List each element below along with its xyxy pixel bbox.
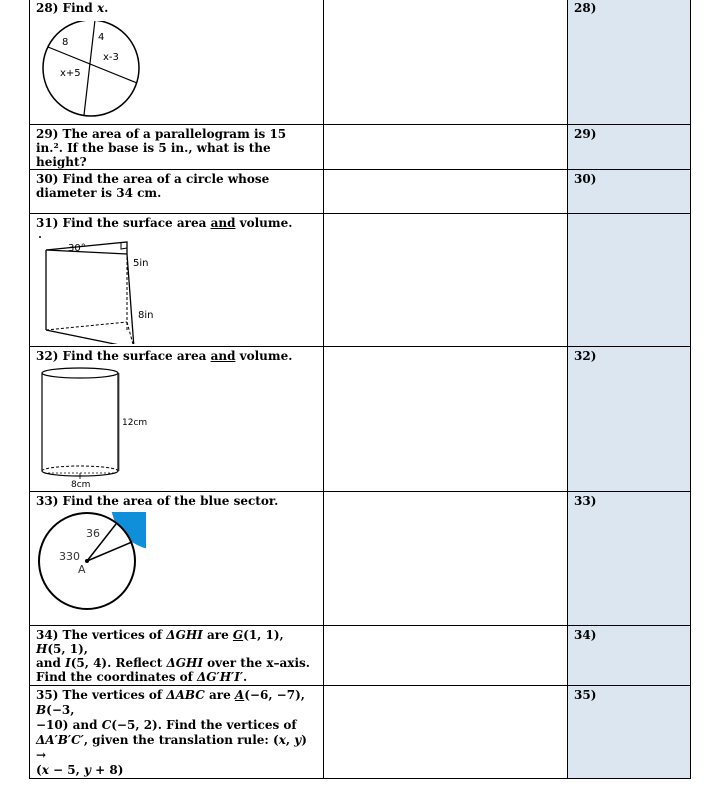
question-row-30 — [30, 170, 691, 214]
work-cell-29[interactable] — [324, 125, 568, 170]
answer-label-29: 29) — [574, 127, 597, 141]
question-text-33: 33) Find the area of the blue sector. — [36, 494, 279, 508]
answer-cell-30[interactable] — [568, 170, 691, 214]
work-cell-34[interactable] — [324, 626, 568, 686]
question-text-35: 35) The vertices of ΔABC are A(−6, −7), B(−3, −10) and C(−5, 2). Find the vertices of ΔA′B′C′, given the translation rule: (x, y) → (x − 5, y + 8) — [36, 688, 307, 777]
answer-cell-28[interactable] — [568, 0, 691, 125]
question-cell-34 — [30, 626, 324, 686]
work-cell-30[interactable] — [324, 170, 568, 214]
triangular-prism-figure — [37, 234, 167, 344]
work-cell-31[interactable] — [324, 214, 568, 347]
answer-label-31 — [568, 214, 690, 218]
prism-length-label: 8in — [138, 310, 154, 321]
prism-angle-label: 30° — [68, 243, 86, 254]
chord-label-x+5: x+5 — [60, 68, 81, 79]
prism-leg-label: 5in — [133, 258, 149, 269]
cylinder-figure — [38, 365, 158, 493]
work-cell-28[interactable] — [324, 0, 568, 125]
answer-cell-31[interactable] — [568, 214, 691, 347]
answer-label-34: 34) — [574, 628, 597, 642]
work-cell-35[interactable] — [324, 686, 568, 779]
question-text-31: 31) Find the surface area and volume. — [36, 216, 293, 230]
circle-sector-figure — [36, 512, 146, 612]
question-row-31 — [30, 214, 691, 347]
question-text-32: 32) Find the surface area and volume. — [36, 349, 293, 363]
question-cell-28 — [30, 0, 324, 125]
answer-label-32: 32) — [574, 349, 597, 363]
work-cell-32[interactable] — [324, 347, 568, 492]
worksheet — [29, 0, 689, 777]
question-cell-30 — [30, 170, 324, 214]
circle-chords-figure — [41, 21, 151, 119]
question-text-34: 34) The vertices of ΔGHI are G(1, 1), H(5, 1), and I(5, 4). Reflect ΔGHI over the x–axis. Find the coordinates of ΔG′H′I′. — [36, 628, 310, 684]
question-row-34 — [30, 626, 691, 686]
question-row-28 — [30, 0, 691, 125]
question-cell-32 — [30, 347, 324, 492]
cylinder-diameter-label: 8cm — [71, 480, 91, 490]
sector-angle-label: 36 — [86, 527, 100, 540]
answer-label-28: 28) — [574, 1, 597, 15]
answer-cell-29[interactable] — [568, 125, 691, 170]
answer-label-33: 33) — [574, 494, 597, 508]
question-cell-29 — [30, 125, 324, 170]
chord-label-4: 4 — [98, 32, 105, 43]
question-cell-31 — [30, 214, 324, 347]
question-text-29: 29) The area of a parallelogram is 15 in.². If the base is 5 in., what is the height? — [36, 127, 287, 169]
answer-cell-32[interactable] — [568, 347, 691, 492]
answer-cell-34[interactable] — [568, 626, 691, 686]
worksheet-table — [29, 0, 691, 779]
answer-label-35: 35) — [574, 688, 597, 702]
cylinder-height-label: 12cm — [122, 418, 148, 428]
sector-major-angle-label: 330 — [59, 550, 80, 563]
question-row-33 — [30, 492, 691, 626]
answer-cell-33[interactable] — [568, 492, 691, 626]
answer-cell-35[interactable] — [568, 686, 691, 779]
question-row-35 — [30, 686, 691, 779]
chord-label-8: 8 — [62, 37, 69, 48]
answer-label-30: 30) — [574, 172, 597, 186]
question-cell-35 — [30, 686, 324, 779]
question-text-30: 30) Find the area of a circle whose diameter is 34 cm. — [36, 172, 270, 200]
sector-center-label: A — [78, 563, 86, 576]
question-row-32 — [30, 347, 691, 492]
work-cell-33[interactable] — [324, 492, 568, 626]
chord-label-x-3: x-3 — [103, 52, 119, 63]
question-cell-33 — [30, 492, 324, 626]
question-text-28: 28) Find x. — [36, 1, 109, 15]
question-row-29 — [30, 125, 691, 170]
